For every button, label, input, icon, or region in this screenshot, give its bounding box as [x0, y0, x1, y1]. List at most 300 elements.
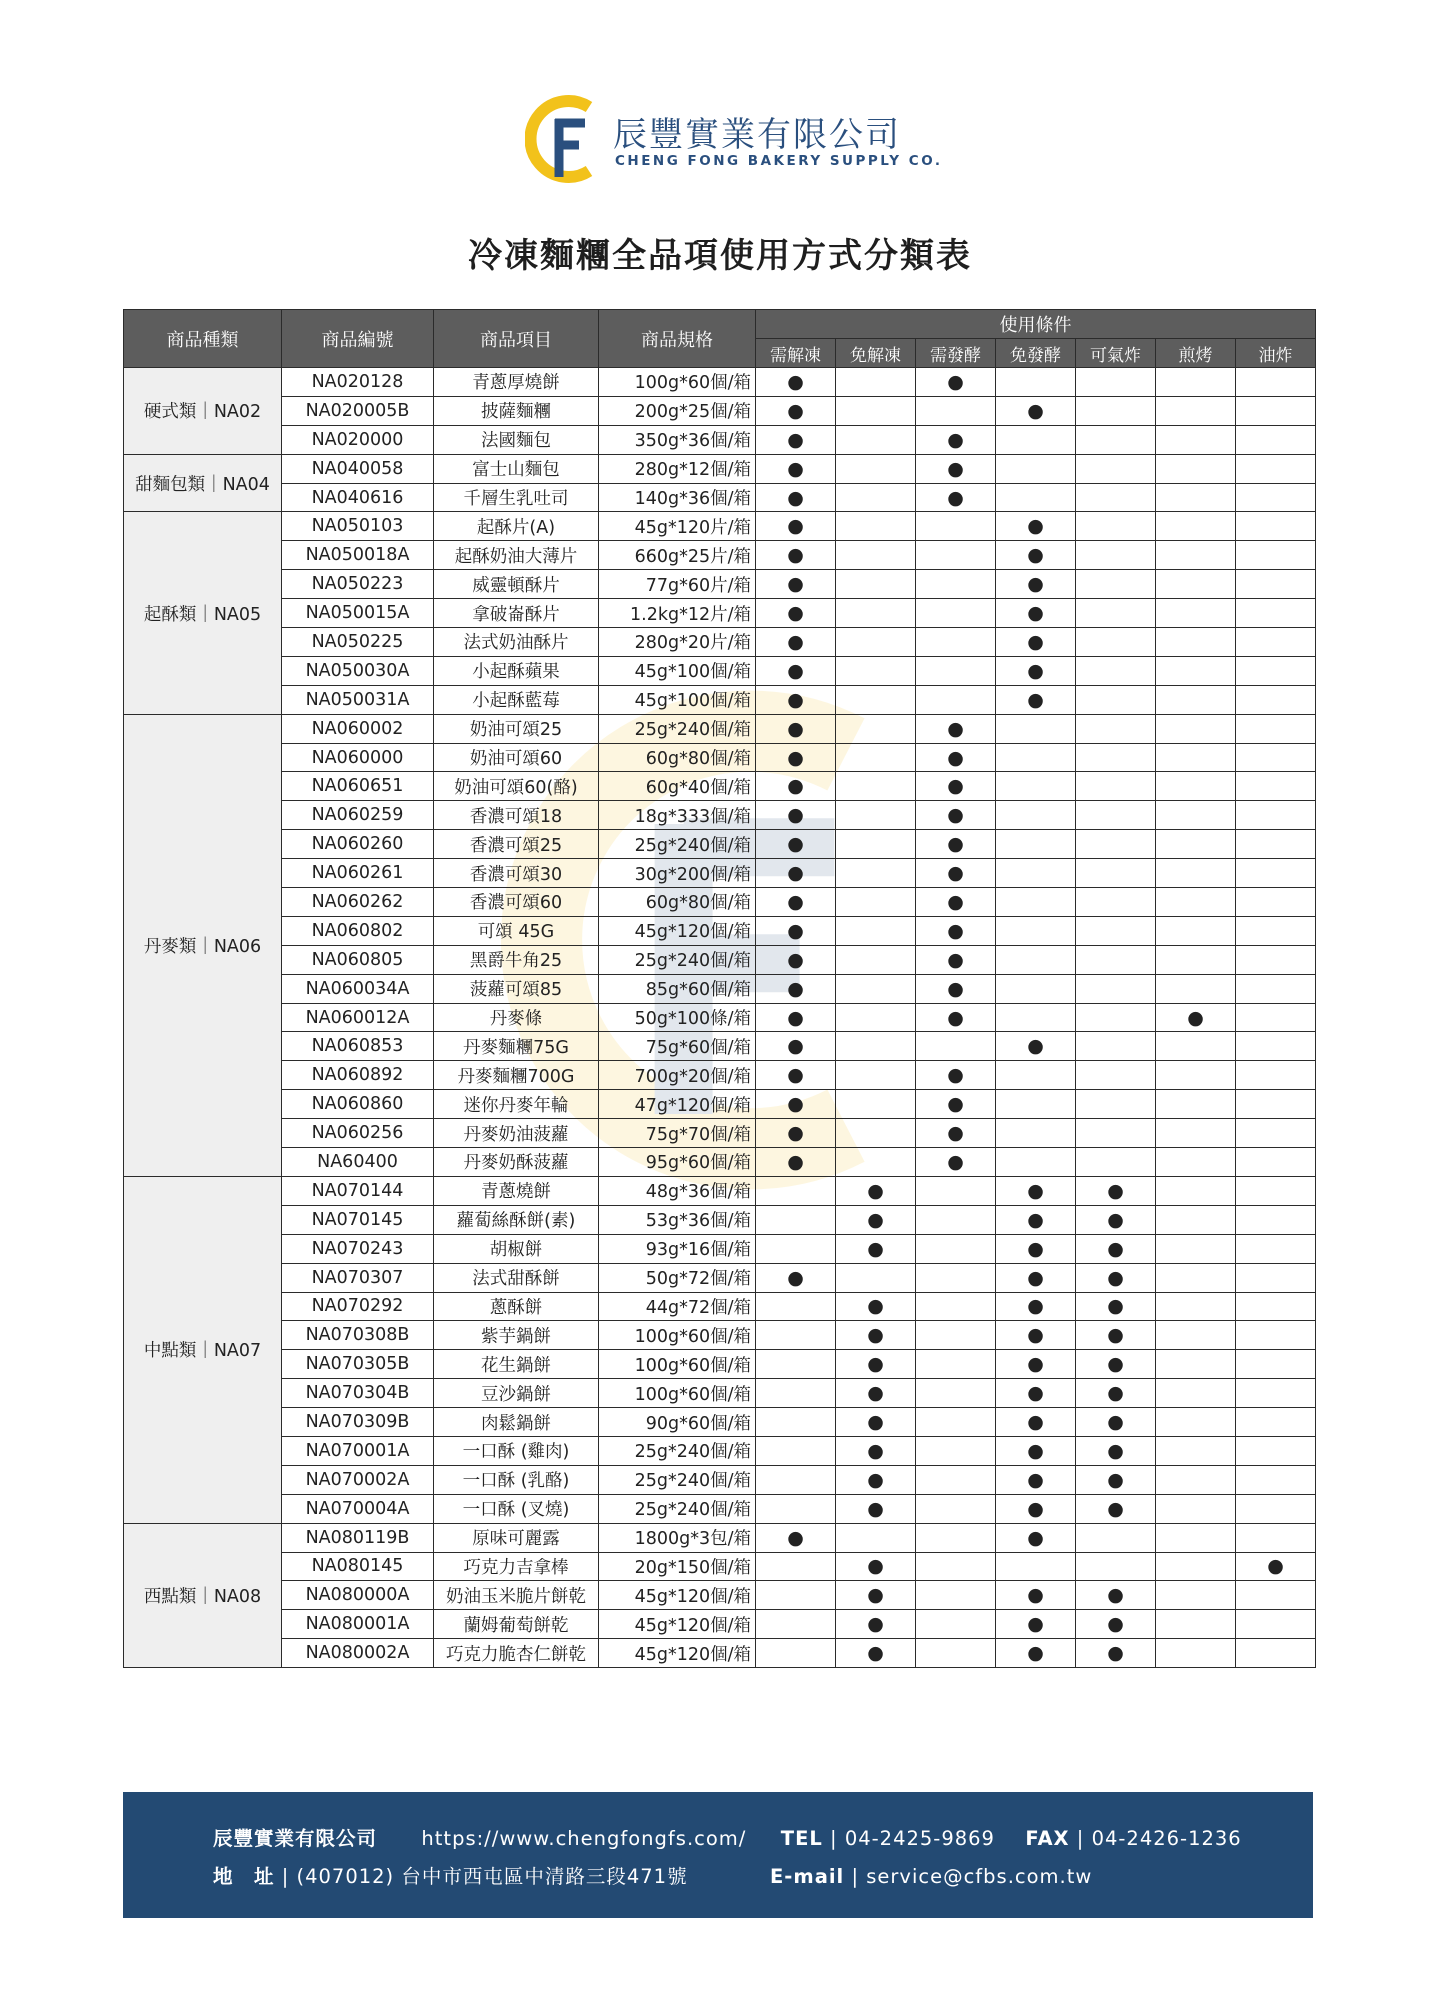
- usage-empty-cell: [1236, 1379, 1316, 1408]
- usage-empty-cell: [1156, 541, 1236, 570]
- usage-empty-cell: [916, 1321, 996, 1350]
- usage-mark-cell: [1236, 1552, 1316, 1581]
- dot-icon: ●: [867, 1179, 884, 1202]
- usage-empty-cell: [996, 714, 1076, 743]
- usage-empty-cell: [996, 801, 1076, 830]
- usage-empty-cell: [1156, 772, 1236, 801]
- usage-mark-cell: [756, 570, 836, 599]
- item-cell: 香濃可頌25: [434, 830, 599, 859]
- header-usage-col: 免解凍: [836, 339, 916, 368]
- usage-mark-cell: [836, 1234, 916, 1263]
- usage-empty-cell: [1076, 1032, 1156, 1061]
- table-row: [124, 368, 1316, 397]
- table-row: [124, 396, 1316, 425]
- usage-empty-cell: [756, 1176, 836, 1205]
- dot-icon: ●: [867, 1584, 884, 1607]
- dot-icon: ●: [787, 1150, 804, 1173]
- table-row: [124, 1494, 1316, 1523]
- usage-empty-cell: [1156, 1234, 1236, 1263]
- code-cell: NA070308B: [282, 1321, 434, 1350]
- dot-icon: ●: [787, 804, 804, 827]
- usage-empty-cell: [1156, 1581, 1236, 1610]
- usage-empty-cell: [1076, 743, 1156, 772]
- usage-empty-cell: [1156, 743, 1236, 772]
- footer: [123, 1792, 1313, 1918]
- usage-empty-cell: [836, 1119, 916, 1148]
- code-cell: NA070307: [282, 1263, 434, 1292]
- usage-empty-cell: [1156, 1263, 1236, 1292]
- usage-empty-cell: [916, 656, 996, 685]
- dot-icon: ●: [1107, 1584, 1124, 1607]
- table-row: [124, 830, 1316, 859]
- usage-mark-cell: [916, 888, 996, 917]
- usage-empty-cell: [1236, 454, 1316, 483]
- usage-mark-cell: [836, 1408, 916, 1437]
- usage-empty-cell: [756, 1465, 836, 1494]
- usage-mark-cell: [996, 1408, 1076, 1437]
- item-cell: 一口酥 (叉燒): [434, 1494, 599, 1523]
- usage-empty-cell: [1156, 628, 1236, 657]
- usage-empty-cell: [836, 916, 916, 945]
- header-usage-col: 油炸: [1236, 339, 1316, 368]
- dot-icon: ●: [1107, 1411, 1124, 1433]
- footer-email[interactable]: service@cfbs.com.tw: [866, 1865, 1093, 1888]
- spec-cell: 25g*240個/箱: [599, 1465, 756, 1494]
- dot-icon: ●: [947, 486, 964, 509]
- item-cell: 一口酥 (乳酪): [434, 1465, 599, 1494]
- spec-cell: 75g*70個/箱: [599, 1119, 756, 1148]
- usage-empty-cell: [1076, 656, 1156, 685]
- dot-icon: ●: [787, 717, 804, 740]
- dot-icon: ●: [947, 890, 964, 913]
- usage-empty-cell: [836, 801, 916, 830]
- dot-icon: ●: [787, 833, 804, 856]
- usage-empty-cell: [1156, 1090, 1236, 1119]
- usage-mark-cell: [836, 1610, 916, 1639]
- usage-mark-cell: [916, 859, 996, 888]
- usage-empty-cell: [1156, 830, 1236, 859]
- usage-mark-cell: [996, 1205, 1076, 1234]
- usage-empty-cell: [1076, 599, 1156, 628]
- footer-tel: 04-2425-9869: [844, 1827, 995, 1850]
- table-row: [124, 1350, 1316, 1379]
- category-cell: 起酥類｜NA05: [124, 512, 282, 714]
- table-row: [124, 454, 1316, 483]
- dot-icon: ●: [947, 833, 964, 856]
- usage-mark-cell: [996, 1263, 1076, 1292]
- usage-empty-cell: [916, 599, 996, 628]
- item-cell: 香濃可頌18: [434, 801, 599, 830]
- header-usage-col: 需發酵: [916, 339, 996, 368]
- spec-cell: 60g*80個/箱: [599, 888, 756, 917]
- dot-icon: ●: [1027, 515, 1044, 538]
- item-cell: 胡椒餅: [434, 1234, 599, 1263]
- code-cell: NA080145: [282, 1552, 434, 1581]
- table-row: [124, 1148, 1316, 1177]
- dot-icon: ●: [947, 804, 964, 827]
- table-row: [124, 1610, 1316, 1639]
- usage-empty-cell: [996, 483, 1076, 512]
- usage-mark-cell: [996, 1639, 1076, 1668]
- usage-empty-cell: [1236, 1205, 1316, 1234]
- dot-icon: ●: [1027, 1526, 1044, 1549]
- item-cell: 奶油可頌25: [434, 714, 599, 743]
- usage-mark-cell: [1076, 1610, 1156, 1639]
- table-row: [124, 1003, 1316, 1032]
- footer-address: (407012) 台中市西屯區中清路三段471號: [296, 1865, 688, 1888]
- code-cell: NA050225: [282, 628, 434, 657]
- usage-empty-cell: [916, 541, 996, 570]
- dot-icon: ●: [867, 1497, 884, 1520]
- item-cell: 丹麥奶油菠蘿: [434, 1119, 599, 1148]
- dot-icon: ●: [1107, 1295, 1124, 1318]
- item-cell: 披薩麵糰: [434, 396, 599, 425]
- spec-cell: 1.2kg*12片/箱: [599, 599, 756, 628]
- usage-empty-cell: [836, 656, 916, 685]
- usage-empty-cell: [1156, 1436, 1236, 1465]
- usage-empty-cell: [1156, 888, 1236, 917]
- usage-empty-cell: [1236, 656, 1316, 685]
- usage-empty-cell: [836, 974, 916, 1003]
- usage-mark-cell: [916, 1090, 996, 1119]
- usage-empty-cell: [1076, 1003, 1156, 1032]
- usage-empty-cell: [996, 859, 1076, 888]
- dot-icon: ●: [1107, 1179, 1124, 1202]
- code-cell: NA080002A: [282, 1639, 434, 1668]
- footer-url[interactable]: https://www.chengfongfs.com/: [421, 1827, 747, 1850]
- table-row: [124, 859, 1316, 888]
- usage-empty-cell: [1156, 1350, 1236, 1379]
- usage-empty-cell: [916, 1494, 996, 1523]
- usage-empty-cell: [1156, 454, 1236, 483]
- code-cell: NA060892: [282, 1061, 434, 1090]
- usage-mark-cell: [1076, 1408, 1156, 1437]
- spec-cell: 48g*36個/箱: [599, 1176, 756, 1205]
- usage-mark-cell: [1076, 1639, 1156, 1668]
- usage-empty-cell: [1236, 830, 1316, 859]
- table-row: [124, 1408, 1316, 1437]
- usage-empty-cell: [1236, 974, 1316, 1003]
- usage-empty-cell: [1236, 483, 1316, 512]
- usage-empty-cell: [1156, 1148, 1236, 1177]
- table-row: [124, 1292, 1316, 1321]
- dot-icon: ●: [1027, 630, 1044, 653]
- usage-mark-cell: [756, 743, 836, 772]
- usage-empty-cell: [1076, 1119, 1156, 1148]
- item-cell: 迷你丹麥年輪: [434, 1090, 599, 1119]
- dot-icon: ●: [787, 890, 804, 913]
- usage-mark-cell: [996, 1032, 1076, 1061]
- usage-mark-cell: [756, 425, 836, 454]
- usage-empty-cell: [1236, 570, 1316, 599]
- usage-mark-cell: [916, 1119, 996, 1148]
- usage-empty-cell: [836, 830, 916, 859]
- code-cell: NA050031A: [282, 685, 434, 714]
- category-cell: 甜麵包類｜NA04: [124, 454, 282, 512]
- usage-mark-cell: [1076, 1321, 1156, 1350]
- spec-cell: 350g*36個/箱: [599, 425, 756, 454]
- code-cell: NA070243: [282, 1234, 434, 1263]
- usage-mark-cell: [1076, 1176, 1156, 1205]
- code-cell: NA60400: [282, 1148, 434, 1177]
- footer-tel-label: TEL: [780, 1827, 823, 1850]
- dot-icon: ●: [1027, 1411, 1044, 1433]
- dot-icon: ●: [1027, 602, 1044, 625]
- usage-empty-cell: [836, 541, 916, 570]
- usage-empty-cell: [1236, 859, 1316, 888]
- usage-mark-cell: [916, 1003, 996, 1032]
- dot-icon: ●: [787, 630, 804, 653]
- usage-empty-cell: [836, 1061, 916, 1090]
- usage-empty-cell: [916, 1436, 996, 1465]
- usage-empty-cell: [1076, 483, 1156, 512]
- table-row: [124, 974, 1316, 1003]
- usage-empty-cell: [1076, 570, 1156, 599]
- usage-mark-cell: [836, 1205, 916, 1234]
- usage-empty-cell: [1236, 1639, 1316, 1668]
- usage-empty-cell: [756, 1234, 836, 1263]
- spec-cell: 18g*333個/箱: [599, 801, 756, 830]
- usage-mark-cell: [1076, 1350, 1156, 1379]
- spec-cell: 100g*60個/箱: [599, 1321, 756, 1350]
- item-cell: 小起酥蘋果: [434, 656, 599, 685]
- usage-empty-cell: [836, 1148, 916, 1177]
- usage-empty-cell: [1156, 396, 1236, 425]
- usage-empty-cell: [1076, 1090, 1156, 1119]
- usage-empty-cell: [1236, 1176, 1316, 1205]
- spec-cell: 140g*36個/箱: [599, 483, 756, 512]
- usage-mark-cell: [916, 743, 996, 772]
- usage-empty-cell: [916, 570, 996, 599]
- dot-icon: ●: [1107, 1642, 1124, 1665]
- code-cell: NA050103: [282, 512, 434, 541]
- usage-empty-cell: [1076, 541, 1156, 570]
- table-row: [124, 888, 1316, 917]
- table-row: [124, 512, 1316, 541]
- spec-cell: 25g*240個/箱: [599, 1494, 756, 1523]
- item-cell: 豆沙鍋餅: [434, 1379, 599, 1408]
- usage-empty-cell: [916, 1234, 996, 1263]
- code-cell: NA060002: [282, 714, 434, 743]
- spec-cell: 20g*150個/箱: [599, 1552, 756, 1581]
- table-row: [124, 425, 1316, 454]
- dot-icon: ●: [947, 919, 964, 942]
- usage-mark-cell: [916, 1148, 996, 1177]
- usage-mark-cell: [756, 685, 836, 714]
- spec-cell: 45g*120個/箱: [599, 1581, 756, 1610]
- usage-mark-cell: [916, 974, 996, 1003]
- header-usage-col: 可氣炸: [1076, 339, 1156, 368]
- usage-mark-cell: [1076, 1234, 1156, 1263]
- code-cell: NA050030A: [282, 656, 434, 685]
- usage-mark-cell: [1076, 1263, 1156, 1292]
- usage-empty-cell: [1156, 368, 1236, 397]
- dot-icon: ●: [1027, 1584, 1044, 1607]
- category-cell: 西點類｜NA08: [124, 1523, 282, 1667]
- dot-icon: ●: [1027, 1613, 1044, 1636]
- usage-mark-cell: [756, 483, 836, 512]
- table-row: [124, 1581, 1316, 1610]
- usage-mark-cell: [916, 454, 996, 483]
- usage-empty-cell: [1076, 1552, 1156, 1581]
- usage-mark-cell: [836, 1379, 916, 1408]
- usage-empty-cell: [1236, 1263, 1316, 1292]
- dot-icon: ●: [1027, 1382, 1044, 1405]
- usage-empty-cell: [836, 1090, 916, 1119]
- item-cell: 威靈頓酥片: [434, 570, 599, 599]
- code-cell: NA060034A: [282, 974, 434, 1003]
- footer-company: 辰豐實業有限公司: [213, 1827, 378, 1850]
- dot-icon: ●: [947, 746, 964, 769]
- usage-empty-cell: [1076, 368, 1156, 397]
- usage-empty-cell: [1236, 1494, 1316, 1523]
- code-cell: NA060261: [282, 859, 434, 888]
- table-row: [124, 1465, 1316, 1494]
- dot-icon: ●: [1107, 1497, 1124, 1520]
- dot-icon: ●: [947, 457, 964, 480]
- usage-empty-cell: [916, 1292, 996, 1321]
- item-cell: 巧克力脆杏仁餅乾: [434, 1639, 599, 1668]
- spec-cell: 50g*72個/箱: [599, 1263, 756, 1292]
- usage-mark-cell: [756, 656, 836, 685]
- usage-empty-cell: [1236, 743, 1316, 772]
- usage-mark-cell: [756, 1119, 836, 1148]
- usage-empty-cell: [996, 1552, 1076, 1581]
- usage-mark-cell: [756, 368, 836, 397]
- dot-icon: ●: [867, 1411, 884, 1433]
- usage-empty-cell: [1236, 541, 1316, 570]
- usage-empty-cell: [836, 368, 916, 397]
- usage-empty-cell: [1156, 1552, 1236, 1581]
- spec-cell: 25g*240個/箱: [599, 714, 756, 743]
- usage-empty-cell: [996, 916, 1076, 945]
- usage-empty-cell: [1076, 888, 1156, 917]
- dot-icon: ●: [787, 544, 804, 567]
- spec-cell: 100g*60個/箱: [599, 368, 756, 397]
- table-row: [124, 1639, 1316, 1668]
- code-cell: NA070145: [282, 1205, 434, 1234]
- table-row: [124, 1205, 1316, 1234]
- code-cell: NA080119B: [282, 1523, 434, 1552]
- dot-icon: ●: [787, 1266, 804, 1289]
- usage-empty-cell: [836, 685, 916, 714]
- usage-empty-cell: [996, 945, 1076, 974]
- item-cell: 法國麵包: [434, 425, 599, 454]
- table-row: [124, 714, 1316, 743]
- usage-empty-cell: [1076, 714, 1156, 743]
- spec-cell: 700g*20個/箱: [599, 1061, 756, 1090]
- usage-empty-cell: [836, 512, 916, 541]
- footer-address-label: 地 址: [213, 1865, 275, 1888]
- spec-cell: 280g*12個/箱: [599, 454, 756, 483]
- usage-empty-cell: [1156, 1523, 1236, 1552]
- usage-empty-cell: [1236, 1032, 1316, 1061]
- usage-empty-cell: [756, 1610, 836, 1639]
- item-cell: 起酥奶油大薄片: [434, 541, 599, 570]
- dot-icon: ●: [787, 659, 804, 682]
- code-cell: NA050015A: [282, 599, 434, 628]
- usage-mark-cell: [756, 1148, 836, 1177]
- usage-empty-cell: [1236, 714, 1316, 743]
- page-title: 冷凍麵糰全品項使用方式分類表: [468, 236, 972, 276]
- item-cell: 原味可麗露: [434, 1523, 599, 1552]
- usage-empty-cell: [1236, 1292, 1316, 1321]
- usage-mark-cell: [916, 368, 996, 397]
- table-row: [124, 772, 1316, 801]
- usage-empty-cell: [1076, 628, 1156, 657]
- table-row: [124, 541, 1316, 570]
- dot-icon: ●: [867, 1295, 884, 1318]
- usage-empty-cell: [1156, 714, 1236, 743]
- table-row: [124, 801, 1316, 830]
- dot-icon: ●: [1187, 1006, 1204, 1029]
- usage-empty-cell: [1156, 1639, 1236, 1668]
- usage-empty-cell: [1236, 599, 1316, 628]
- spec-cell: 85g*60個/箱: [599, 974, 756, 1003]
- usage-empty-cell: [1076, 396, 1156, 425]
- code-cell: NA080001A: [282, 1610, 434, 1639]
- usage-mark-cell: [756, 888, 836, 917]
- dot-icon: ●: [867, 1613, 884, 1636]
- usage-empty-cell: [1076, 512, 1156, 541]
- spec-cell: 45g*100個/箱: [599, 656, 756, 685]
- usage-empty-cell: [836, 1003, 916, 1032]
- usage-empty-cell: [836, 599, 916, 628]
- usage-empty-cell: [916, 1581, 996, 1610]
- usage-empty-cell: [836, 1263, 916, 1292]
- usage-empty-cell: [996, 454, 1076, 483]
- usage-mark-cell: [1076, 1292, 1156, 1321]
- table-row: [124, 1032, 1316, 1061]
- usage-empty-cell: [996, 425, 1076, 454]
- dot-icon: ●: [787, 1006, 804, 1029]
- footer-sep: |: [281, 1865, 290, 1888]
- spec-cell: 44g*72個/箱: [599, 1292, 756, 1321]
- dot-icon: ●: [1027, 1353, 1044, 1376]
- usage-empty-cell: [1236, 772, 1316, 801]
- spec-cell: 77g*60片/箱: [599, 570, 756, 599]
- footer-sep: |: [1076, 1827, 1085, 1850]
- usage-empty-cell: [1076, 916, 1156, 945]
- usage-mark-cell: [1156, 1003, 1236, 1032]
- usage-mark-cell: [916, 1061, 996, 1090]
- usage-empty-cell: [996, 1148, 1076, 1177]
- usage-empty-cell: [1076, 1061, 1156, 1090]
- usage-empty-cell: [1236, 1610, 1316, 1639]
- dot-icon: ●: [1027, 573, 1044, 596]
- usage-empty-cell: [1156, 512, 1236, 541]
- dot-icon: ●: [1027, 1035, 1044, 1058]
- code-cell: NA060000: [282, 743, 434, 772]
- table-row: [124, 743, 1316, 772]
- code-cell: NA070309B: [282, 1408, 434, 1437]
- usage-empty-cell: [756, 1436, 836, 1465]
- header-category: 商品種類: [124, 310, 282, 368]
- usage-empty-cell: [916, 512, 996, 541]
- usage-empty-cell: [836, 396, 916, 425]
- dot-icon: ●: [1107, 1382, 1124, 1405]
- code-cell: NA060853: [282, 1032, 434, 1061]
- dot-icon: ●: [787, 1093, 804, 1116]
- table-row: [124, 1523, 1316, 1552]
- code-cell: NA060262: [282, 888, 434, 917]
- dot-icon: ●: [1107, 1439, 1124, 1462]
- usage-empty-cell: [756, 1639, 836, 1668]
- usage-mark-cell: [1076, 1436, 1156, 1465]
- usage-empty-cell: [916, 1032, 996, 1061]
- spec-cell: 45g*120個/箱: [599, 1610, 756, 1639]
- item-cell: 小起酥藍莓: [434, 685, 599, 714]
